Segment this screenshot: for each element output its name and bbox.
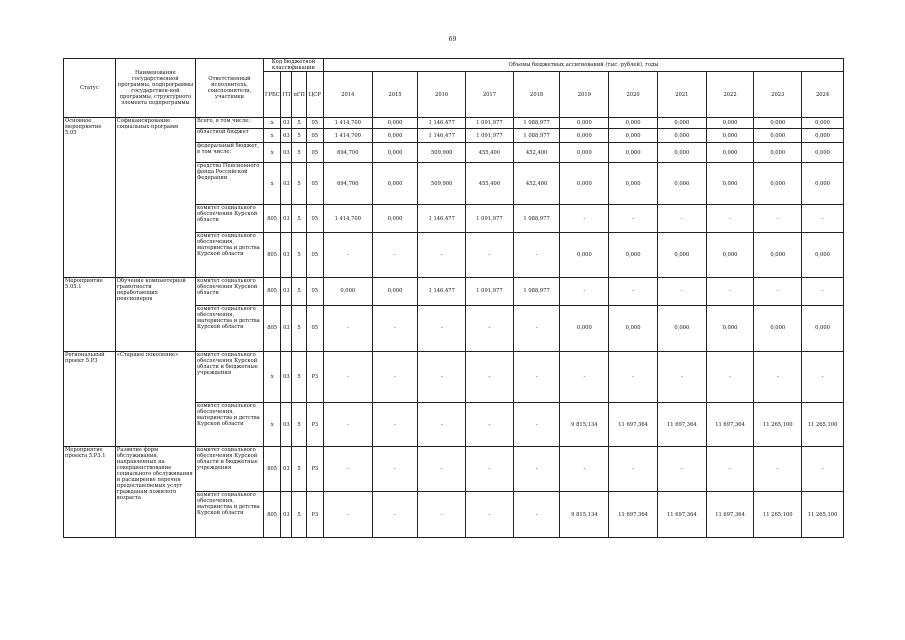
value-cell-2023: - xyxy=(754,205,802,232)
code-cell: 03 xyxy=(281,143,292,162)
status-cell: Основное мероприятие 5.05 xyxy=(64,118,116,278)
code-cell: Р3 xyxy=(306,447,323,492)
value-cell-2017: - xyxy=(466,306,514,352)
header-code-1: ГП xyxy=(281,72,292,118)
value-cell-2018: - xyxy=(513,232,560,277)
value-cell-2020: - xyxy=(609,447,658,492)
value-cell-2017: - xyxy=(466,402,514,447)
executor-cell: комитет социального обеспечения Курской области xyxy=(196,277,264,305)
code-cell: 805 xyxy=(264,492,281,538)
executor-cell: комитет социального обеспечения, материнства и детства Курской области xyxy=(196,232,264,277)
value-cell-2015: - xyxy=(372,402,418,447)
value-cell-2023: 0,000 xyxy=(754,232,802,277)
code-cell: 03 xyxy=(281,492,292,538)
value-cell-2022: 0,000 xyxy=(706,162,754,205)
value-cell-2019: 0,000 xyxy=(560,162,609,205)
value-cell-2016: - xyxy=(418,447,466,492)
code-cell: 03 xyxy=(281,232,292,277)
value-cell-2014: 694,700 xyxy=(323,143,372,162)
header-volume: Объемы бюджетных ассигнований (тыс. рублей), годы xyxy=(323,59,843,72)
value-cell-2018: - xyxy=(513,492,560,538)
code-cell: 805 xyxy=(264,205,281,232)
value-cell-2014: 0,000 xyxy=(323,277,372,305)
value-cell-2019: 0,000 xyxy=(560,306,609,352)
executor-cell: комитет социального обеспечения, материнства и детства Курской области xyxy=(196,492,264,538)
value-cell-2015: 0,000 xyxy=(372,129,418,143)
value-cell-2023: 0,000 xyxy=(754,143,802,162)
header-code-3: ЦСР xyxy=(306,72,323,118)
code-cell: 5 xyxy=(292,232,306,277)
code-cell: 05 xyxy=(306,232,323,277)
value-cell-2016: - xyxy=(418,402,466,447)
header-year-2019: 2019 xyxy=(560,72,609,118)
value-cell-2018: - xyxy=(513,351,560,402)
value-cell-2015: - xyxy=(372,306,418,352)
value-cell-2024: 0,000 xyxy=(802,129,844,143)
value-cell-2021: - xyxy=(657,205,706,232)
value-cell-2019: - xyxy=(560,447,609,492)
value-cell-2016: 1 146,477 xyxy=(418,205,466,232)
value-cell-2019: 0,000 xyxy=(560,143,609,162)
program-name-cell: «Старшее поколение» xyxy=(115,351,195,447)
value-cell-2016: - xyxy=(418,351,466,402)
code-cell: x xyxy=(264,118,281,129)
value-cell-2022: 0,000 xyxy=(706,118,754,129)
value-cell-2020: 11 697,364 xyxy=(609,492,658,538)
value-cell-2023: 0,000 xyxy=(754,129,802,143)
value-cell-2015: - xyxy=(372,447,418,492)
value-cell-2014: - xyxy=(323,232,372,277)
code-cell: 03 xyxy=(281,277,292,305)
value-cell-2022: 11 697,364 xyxy=(706,492,754,538)
value-cell-2017: - xyxy=(466,232,514,277)
header-year-2020: 2020 xyxy=(609,72,658,118)
value-cell-2017: 1 091,977 xyxy=(466,129,514,143)
value-cell-2014: 1 414,700 xyxy=(323,205,372,232)
value-cell-2023: - xyxy=(754,277,802,305)
code-cell: 03 xyxy=(281,162,292,205)
value-cell-2021: 0,000 xyxy=(657,306,706,352)
code-cell: 805 xyxy=(264,277,281,305)
header-year-2018: 2018 xyxy=(513,72,560,118)
value-cell-2015: - xyxy=(372,232,418,277)
executor-cell: комитет социального обеспечения Курской области и бюджетные учреждения xyxy=(196,447,264,492)
code-cell: x xyxy=(264,402,281,447)
value-cell-2024: 0,000 xyxy=(802,118,844,129)
code-cell: 05 xyxy=(306,205,323,232)
code-cell: 03 xyxy=(281,351,292,402)
code-cell: Р3 xyxy=(306,402,323,447)
value-cell-2017: 455,400 xyxy=(466,143,514,162)
value-cell-2024: 0,000 xyxy=(802,306,844,352)
page-number: 69 xyxy=(448,36,457,43)
value-cell-2023: - xyxy=(754,447,802,492)
executor-cell: комитет социального обеспечения, материнства и детства Курской области xyxy=(196,306,264,352)
value-cell-2015: 0,000 xyxy=(372,118,418,129)
value-cell-2024: 0,000 xyxy=(802,162,844,205)
value-cell-2023: 0,000 xyxy=(754,162,802,205)
header-status: Статус xyxy=(64,59,116,118)
executor-cell: комитет социального обеспечения, материнства и детства Курской области xyxy=(196,402,264,447)
executor-cell: областной бюджет xyxy=(196,129,264,143)
code-cell: 05 xyxy=(306,277,323,305)
value-cell-2021: - xyxy=(657,351,706,402)
value-cell-2016: 509,900 xyxy=(418,162,466,205)
code-cell: 05 xyxy=(306,143,323,162)
value-cell-2023: 11 265,100 xyxy=(754,402,802,447)
code-cell: 05 xyxy=(306,129,323,143)
value-cell-2020: 0,000 xyxy=(609,143,658,162)
code-cell: 5 xyxy=(292,118,306,129)
header-year-2014: 2014 xyxy=(323,72,372,118)
value-cell-2021: 0,000 xyxy=(657,129,706,143)
status-cell: Мероприятие проекта 5.Р3.1 xyxy=(64,447,116,538)
header-year-2022: 2022 xyxy=(706,72,754,118)
value-cell-2018: 1 088,977 xyxy=(513,277,560,305)
code-cell: x xyxy=(264,162,281,205)
value-cell-2024: 0,000 xyxy=(802,232,844,277)
value-cell-2016: - xyxy=(418,306,466,352)
value-cell-2018: - xyxy=(513,402,560,447)
value-cell-2020: 0,000 xyxy=(609,232,658,277)
value-cell-2014: - xyxy=(323,492,372,538)
value-cell-2014: - xyxy=(323,447,372,492)
code-cell: 805 xyxy=(264,232,281,277)
value-cell-2020: 0,000 xyxy=(609,118,658,129)
code-cell: 03 xyxy=(281,447,292,492)
budget-table xyxy=(63,58,844,538)
code-cell: 03 xyxy=(281,129,292,143)
code-cell: 5 xyxy=(292,129,306,143)
value-cell-2015: 0,000 xyxy=(372,162,418,205)
value-cell-2019: - xyxy=(560,205,609,232)
code-cell: 5 xyxy=(292,205,306,232)
value-cell-2014: - xyxy=(323,351,372,402)
code-cell: 03 xyxy=(281,306,292,352)
value-cell-2017: 455,400 xyxy=(466,162,514,205)
value-cell-2014: - xyxy=(323,306,372,352)
value-cell-2019: 0,000 xyxy=(560,129,609,143)
header-year-2016: 2016 xyxy=(418,72,466,118)
header-year-2023: 2023 xyxy=(754,72,802,118)
code-cell: 05 xyxy=(306,306,323,352)
header-year-2015: 2015 xyxy=(372,72,418,118)
value-cell-2015: 0,000 xyxy=(372,205,418,232)
value-cell-2023: 0,000 xyxy=(754,306,802,352)
value-cell-2016: - xyxy=(418,492,466,538)
value-cell-2017: 1 091,977 xyxy=(466,118,514,129)
header-code-0: ГРБС xyxy=(264,72,281,118)
table-row xyxy=(64,447,844,492)
value-cell-2024: - xyxy=(802,351,844,402)
status-cell: Мероприятие 5.05.1 xyxy=(64,277,116,351)
code-cell: 5 xyxy=(292,447,306,492)
value-cell-2022: 0,000 xyxy=(706,129,754,143)
value-cell-2017: 1 091,977 xyxy=(466,277,514,305)
program-name-cell: Обучение компьютерной грамотности неработающих пенсионеров xyxy=(115,277,195,351)
value-cell-2015: 0,000 xyxy=(372,143,418,162)
value-cell-2023: 11 265,100 xyxy=(754,492,802,538)
table-row xyxy=(64,118,844,129)
value-cell-2021: 11 697,364 xyxy=(657,402,706,447)
code-cell: 805 xyxy=(264,447,281,492)
value-cell-2018: 1 088,977 xyxy=(513,129,560,143)
value-cell-2014: 694,700 xyxy=(323,162,372,205)
value-cell-2016: 509,900 xyxy=(418,143,466,162)
code-cell: 5 xyxy=(292,492,306,538)
value-cell-2016: - xyxy=(418,232,466,277)
value-cell-2019: 0,000 xyxy=(560,118,609,129)
header-year-2021: 2021 xyxy=(657,72,706,118)
value-cell-2021: 0,000 xyxy=(657,118,706,129)
value-cell-2015: - xyxy=(372,351,418,402)
status-cell: Региональный проект 5.Р3 xyxy=(64,351,116,447)
value-cell-2018: 1 088,977 xyxy=(513,118,560,129)
value-cell-2018: 452,400 xyxy=(513,162,560,205)
executor-cell: комитет социального обеспечения Курской области xyxy=(196,205,264,232)
value-cell-2024: 11 265,100 xyxy=(802,492,844,538)
value-cell-2017: - xyxy=(466,492,514,538)
value-cell-2017: 1 091,977 xyxy=(466,205,514,232)
value-cell-2016: 1 146,477 xyxy=(418,277,466,305)
value-cell-2021: - xyxy=(657,447,706,492)
value-cell-2022: 0,000 xyxy=(706,232,754,277)
value-cell-2021: 0,000 xyxy=(657,143,706,162)
value-cell-2020: - xyxy=(609,351,658,402)
value-cell-2016: 1 146,477 xyxy=(418,129,466,143)
value-cell-2022: 0,000 xyxy=(706,143,754,162)
value-cell-2016: 1 146,477 xyxy=(418,118,466,129)
value-cell-2020: 0,000 xyxy=(609,306,658,352)
code-cell: 5 xyxy=(292,162,306,205)
value-cell-2018: - xyxy=(513,447,560,492)
value-cell-2020: - xyxy=(609,277,658,305)
code-cell: Р3 xyxy=(306,351,323,402)
value-cell-2018: 1 088,977 xyxy=(513,205,560,232)
program-name-cell: Софинансирование социальных программ xyxy=(115,118,195,278)
value-cell-2024: - xyxy=(802,447,844,492)
code-cell: Р3 xyxy=(306,492,323,538)
value-cell-2020: - xyxy=(609,205,658,232)
code-cell: 03 xyxy=(281,402,292,447)
code-cell: 5 xyxy=(292,402,306,447)
value-cell-2014: 1 414,700 xyxy=(323,118,372,129)
code-cell: 5 xyxy=(292,306,306,352)
code-cell: 5 xyxy=(292,351,306,402)
code-cell: 805 xyxy=(264,306,281,352)
value-cell-2024: 11 265,100 xyxy=(802,402,844,447)
value-cell-2022: 0,000 xyxy=(706,306,754,352)
value-cell-2023: - xyxy=(754,351,802,402)
table-row xyxy=(64,351,844,402)
table-row xyxy=(64,277,844,305)
value-cell-2022: 11 697,364 xyxy=(706,402,754,447)
value-cell-2024: 0,000 xyxy=(802,143,844,162)
code-cell: 03 xyxy=(281,118,292,129)
value-cell-2017: - xyxy=(466,351,514,402)
program-name-cell: Развитие форм обслуживания, направленных на совершенствование социального обслуживания и расширение перечня предоставляемых услуг гражданам пожилого возраста xyxy=(115,447,195,538)
executor-cell: федеральный бюджет, в том числе: xyxy=(196,143,264,162)
header-budget-code: Код бюджетной классификации xyxy=(264,59,324,72)
header-name: Наименование государственной программы, подпрограммы государствен-ной программы, структурного элемента подпрограммы xyxy=(115,59,195,118)
value-cell-2022: - xyxy=(706,205,754,232)
executor-cell: Всего, в том числе: xyxy=(196,118,264,129)
value-cell-2014: - xyxy=(323,402,372,447)
code-cell: 5 xyxy=(292,143,306,162)
code-cell: 05 xyxy=(306,162,323,205)
header-code-2: пГП xyxy=(292,72,306,118)
value-cell-2021: - xyxy=(657,277,706,305)
value-cell-2020: 0,000 xyxy=(609,162,658,205)
value-cell-2019: 0,000 xyxy=(560,232,609,277)
code-cell: x xyxy=(264,129,281,143)
executor-cell: комитет социального обеспечения Курской области и бюджетные учреждения xyxy=(196,351,264,402)
value-cell-2022: - xyxy=(706,447,754,492)
code-cell: x xyxy=(264,143,281,162)
code-cell: 5 xyxy=(292,277,306,305)
value-cell-2023: 0,000 xyxy=(754,118,802,129)
header-year-2024: 2024 xyxy=(802,72,844,118)
code-cell: 03 xyxy=(281,205,292,232)
value-cell-2019: 9 815,134 xyxy=(560,402,609,447)
value-cell-2015: 0,000 xyxy=(372,277,418,305)
value-cell-2022: - xyxy=(706,277,754,305)
value-cell-2022: - xyxy=(706,351,754,402)
value-cell-2019: - xyxy=(560,277,609,305)
value-cell-2018: 452,400 xyxy=(513,143,560,162)
value-cell-2020: 0,000 xyxy=(609,129,658,143)
value-cell-2015: - xyxy=(372,492,418,538)
value-cell-2018: - xyxy=(513,306,560,352)
value-cell-2021: 0,000 xyxy=(657,232,706,277)
value-cell-2021: 11 697,364 xyxy=(657,492,706,538)
value-cell-2019: 9 815,134 xyxy=(560,492,609,538)
value-cell-2021: 0,000 xyxy=(657,162,706,205)
header-executor: Ответственный исполнитель, соисполнители, участники xyxy=(196,59,264,118)
executor-cell: средства Пенсионного фонда Российской Федерации xyxy=(196,162,264,205)
header-year-2017: 2017 xyxy=(466,72,514,118)
value-cell-2024: - xyxy=(802,277,844,305)
code-cell: 05 xyxy=(306,118,323,129)
value-cell-2017: - xyxy=(466,447,514,492)
code-cell: x xyxy=(264,351,281,402)
value-cell-2024: - xyxy=(802,205,844,232)
value-cell-2019: - xyxy=(560,351,609,402)
value-cell-2014: 1 414,700 xyxy=(323,129,372,143)
value-cell-2020: 11 697,364 xyxy=(609,402,658,447)
